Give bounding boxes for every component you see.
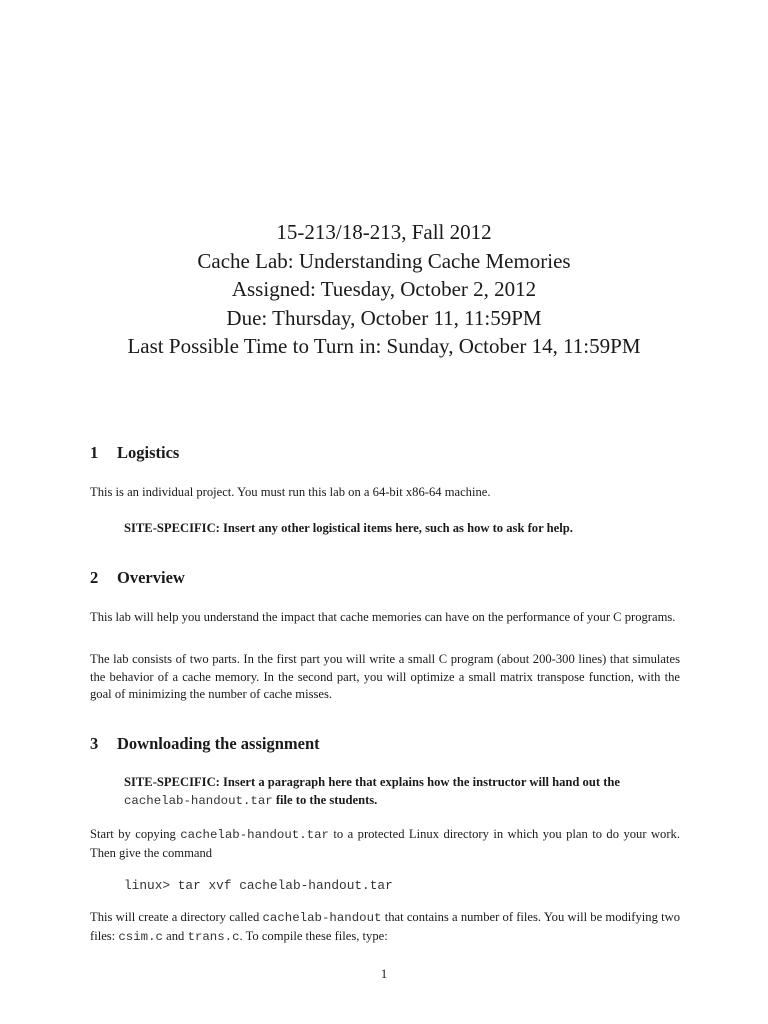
tar-filename: cachelab-handout.tar xyxy=(180,828,329,842)
tar-command: linux> tar xvf cachelab-handout.tar xyxy=(124,878,393,893)
section-number: 1 xyxy=(90,443,99,462)
note-text-end: file to the students. xyxy=(272,792,378,807)
section-title: Downloading the assignment xyxy=(117,734,320,753)
logistics-paragraph: This is an individual project. You must run this lab on a 64-bit x86-64 machine. xyxy=(90,485,491,499)
section-number: 3 xyxy=(90,734,99,753)
section-number: 2 xyxy=(90,568,99,587)
site-specific-handout-note xyxy=(124,774,654,810)
site-specific-logistics-note: SITE-SPECIFIC: Insert any other logistical items here, such as how to ask for help. xyxy=(124,521,573,535)
overview-paragraph-2: The lab consists of two parts. In the first part you will write a small C program (about 200-300 lines) that simulates the behavior of a cache memory. In the second part, you will optimize a small matrix transpose function, with the goal of minimizing the number of cache misses. xyxy=(90,652,680,701)
section-heading-overview xyxy=(90,568,185,588)
assigned-date: Assigned: Tuesday, October 2, 2012 xyxy=(231,277,537,301)
csim-filename: csim.c xyxy=(118,929,163,944)
create-text-and: and xyxy=(162,928,188,943)
create-directory-paragraph xyxy=(90,909,680,946)
create-text-end: . To compile these files, type: xyxy=(239,928,388,943)
last-turn-in-date: Last Possible Time to Turn in: Sunday, October 14, 11:59PM xyxy=(127,334,641,358)
section-heading-downloading xyxy=(90,734,320,754)
trans-filename: trans.c xyxy=(187,929,240,944)
document-title-block xyxy=(0,218,768,361)
course-title: 15-213/18-213, Fall 2012 xyxy=(276,220,492,244)
section-title: Overview xyxy=(117,568,185,587)
note-text: SITE-SPECIFIC: Insert a paragraph here that explains how the instructor will hand out the xyxy=(124,775,620,789)
page-number: 1 xyxy=(380,967,388,981)
lab-title: Cache Lab: Understanding Cache Memories xyxy=(197,248,571,273)
due-date: Due: Thursday, October 11, 11:59PM xyxy=(226,305,542,330)
directory-name: cachelab-handout xyxy=(262,911,382,925)
create-text-mid: that contains a number of files. You will be modifying two files: xyxy=(90,910,680,943)
section-title: Logistics xyxy=(117,443,180,462)
overview-paragraph-1: This lab will help you understand the impact that cache memories can have on the performance of your C programs. xyxy=(90,610,676,624)
create-text: This will create a directory called xyxy=(90,910,263,924)
tar-filename: cachelab-handout.tar xyxy=(124,793,273,808)
start-paragraph xyxy=(90,826,680,862)
section-heading-logistics xyxy=(90,443,179,463)
start-text-end: to a protected Linux directory in which you plan to do your work. Then give the command xyxy=(90,827,680,860)
start-text: Start by copying xyxy=(90,827,181,841)
